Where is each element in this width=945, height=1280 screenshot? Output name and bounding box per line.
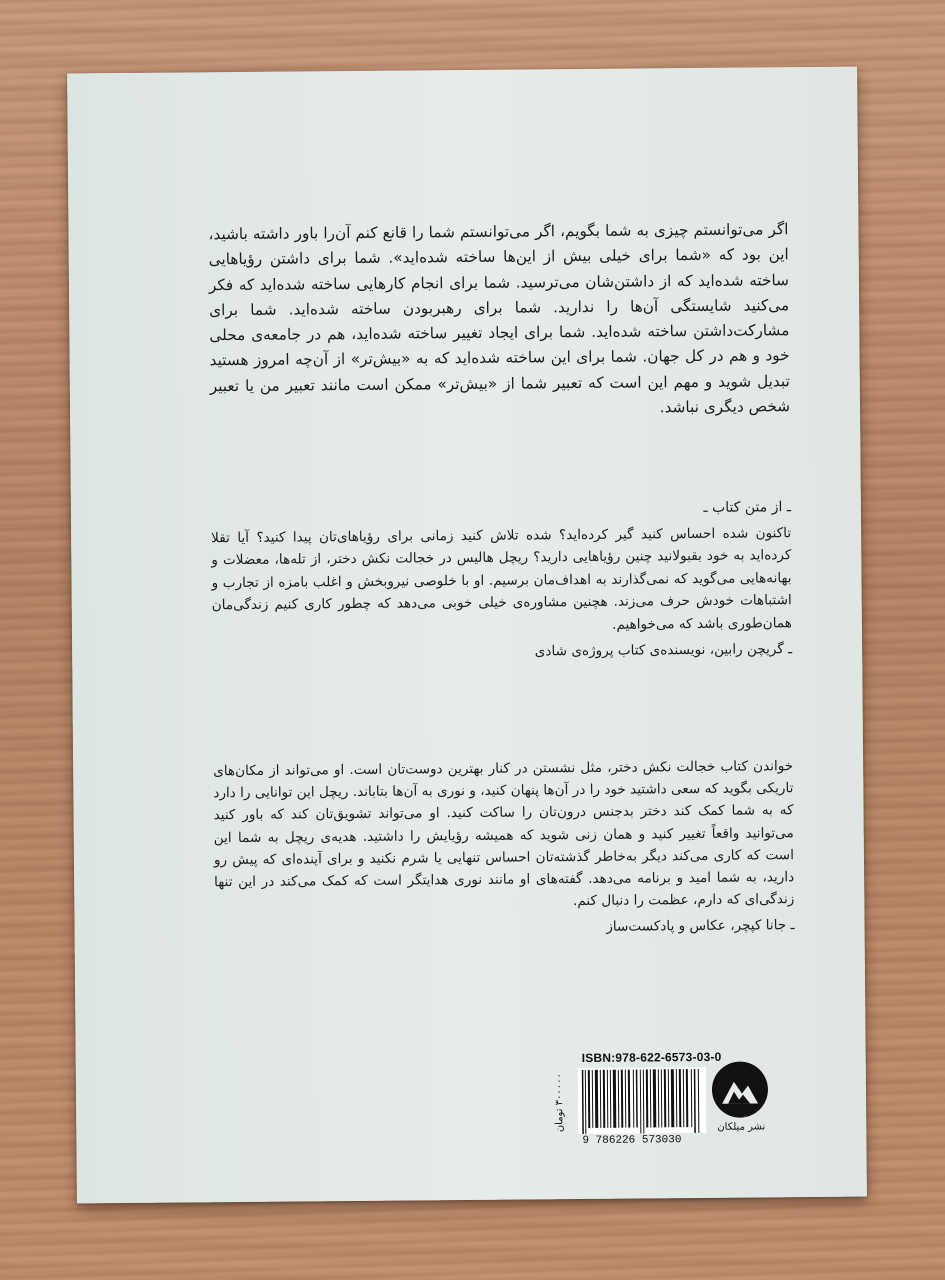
barcode-digits: 9 786226 573030 bbox=[582, 1134, 682, 1148]
barcode-area bbox=[554, 1049, 795, 1151]
review-2-block bbox=[213, 755, 795, 942]
isbn-label: ISBN:978-622-6573-03-0 bbox=[581, 1049, 722, 1066]
price-label: ۳۰۰۰۰۰ تومان bbox=[553, 1073, 566, 1133]
barcode-icon bbox=[578, 1067, 707, 1134]
main-quote-source: ـ از متن کتاب ـ bbox=[703, 499, 791, 516]
review-1-source: ـ گریچن رابین، نویسنده‌ی کتاب پروژه‌ی شادی bbox=[534, 641, 793, 660]
main-quote: اگر می‌توانستم چیزی به شما بگویم، اگر می‌توانستم شما را قانع کنم آن‌را باور داشته باشید، این بود که «شما برای خیلی بیش از این‌ها ساخته شده‌اید». شما برای داشتن رؤیاهایی ساخته شده‌اید که از داشتن‌شان می‌ترسید. شما برای انجام کارهایی ساخته شده‌اید که فکر می‌کنید شایستگی آن‌ها را ندارید. شما برای رهبربودن ساخته شده‌اید. شما برای مشارکت‌داشتن ساخته شده‌اید. شما برای ایجاد تغییر ساخته شده‌اید، هم در جامعه‌ی محلی خود و هم در کل جهان. شما برای این ساخته شده‌اید که به «بیش‌تر» از آن‌چه امروز هستید تبدیل شوید و مهم این است که تعبیر شما از «بیش‌تر» ممکن است مانند تعبیر من یا تعبیر شخص دیگری نباشد. bbox=[208, 220, 791, 417]
review-1-text: تاکنون شده احساس کنید گیر کرده‌اید؟ شده تلاش کنید زمانی برای رؤیاهای‌تان پیدا کنید؟ آیا تقلا کرده‌اید به خود بقبولانید چنین رؤیاهایی دارید؟ ریچل هالیس در خجالت نکش دختر، از تله‌ها، معضلات و بهانه‌هایی می‌گوید که نمی‌گذارند به اهداف‌مان برسیم. او با خلوصی نیروبخش و اغلب بامزه از تجارب و اشتباهات خودش حرف می‌زند. هچنین مشاوره‌ی خیلی خوبی می‌دهد که چطور کاری کنیم زندگی‌مان همان‌طوری باشد که می‌خواهیم. bbox=[211, 525, 792, 633]
publisher-logo-icon bbox=[712, 1061, 768, 1117]
review-2-text: خواندن کتاب خجالت نکش دختر، مثل نشستن در کنار بهترین دوست‌تان است. او می‌تواند از مکان‌های تاریکی بگوید که سعی داشتید خود را در آن‌ها پنهان کنید، و نوری به آن‌ها بتاباند. ریچل این توانایی را دارد که به شما کمک کند دختر بدجنس درون‌تان را ساکت کنید. او می‌تواند تشویق‌تان کند که باور کنید می‌توانید واقعاً تغییر کنید و همان زنی شوید که همیشه رؤیایش را داشتید. هدیه‌ی ریچل به شما این است که کاری می‌کند دیگر به‌خاطر گذشته‌تان احساس تنهایی یا شرم نکنید و برای آینده‌ای که پیش رو دارید، به شما امید و برنامه می‌دهد. گفته‌های او مانند نوری هدایتگر است که کمک می‌کند در این تنها زندگی‌ای که دارم، عظمت را دنبال کنم. bbox=[213, 758, 795, 910]
publisher-name: نشر میلکان bbox=[717, 1121, 766, 1133]
review-1-block bbox=[211, 522, 792, 665]
barcode bbox=[578, 1067, 707, 1134]
book-back-cover bbox=[67, 67, 867, 1204]
review-2-source: ـ جانا کپچر، عکاس و پادکست‌ساز bbox=[606, 917, 795, 936]
